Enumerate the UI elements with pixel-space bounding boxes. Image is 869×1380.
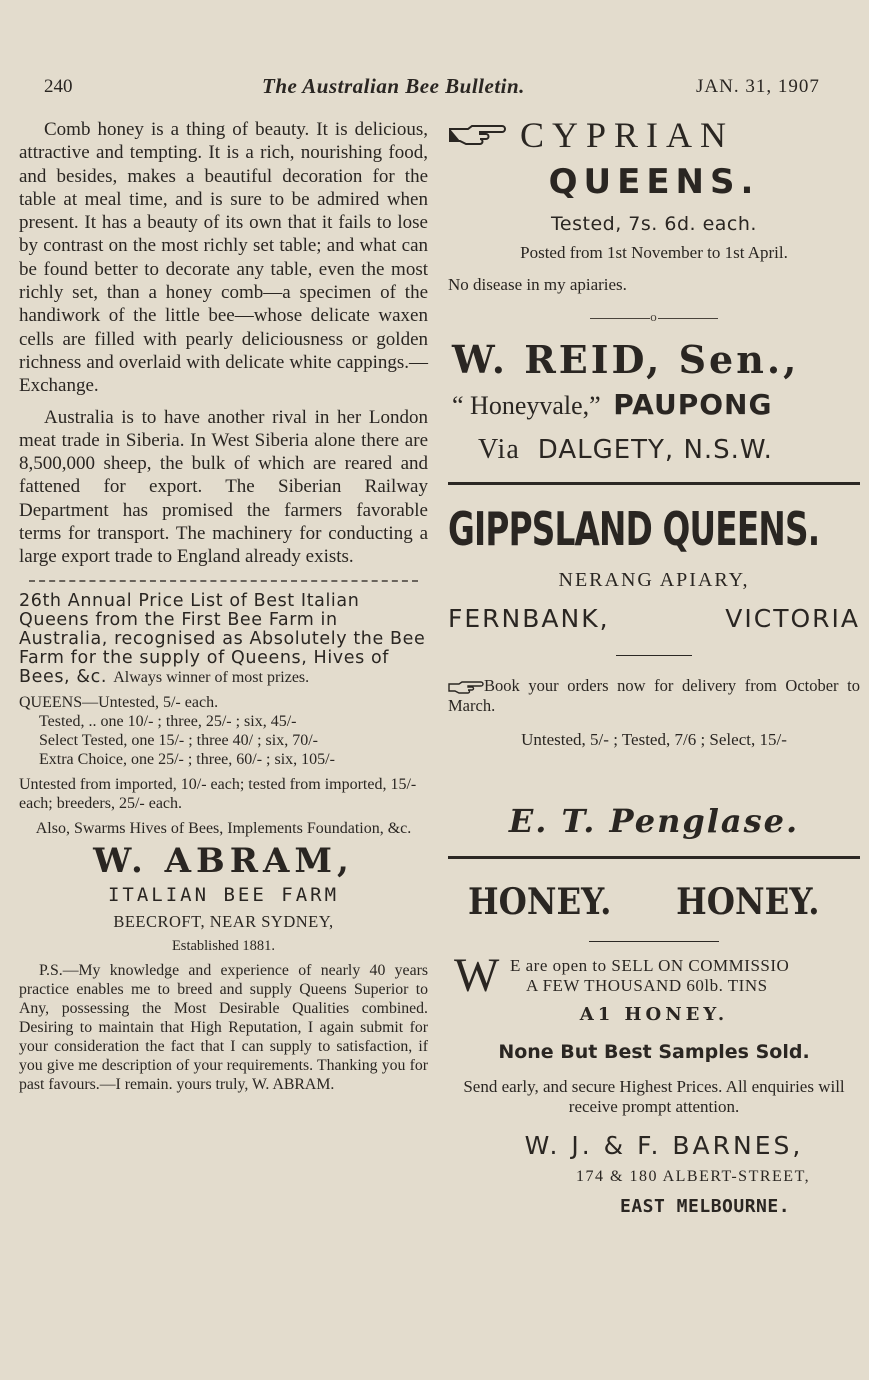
gippsland-heading: GIPPSLAND QUEENS. [448, 502, 820, 556]
penglase-signature: E. T. Penglase. [508, 802, 800, 840]
samples-note: None But Best Samples Sold. [498, 1041, 810, 1063]
price-list-note: Always winner of most prizes. [113, 668, 310, 686]
enquiries-note: Send early, and secure Highest Prices. All enquiries will receive prompt attention. [463, 1077, 845, 1116]
farm-address: BEECROFT, NEAR SYDNEY, [113, 911, 334, 931]
drop-cap: W [454, 949, 500, 1002]
pointing-hand-icon [448, 123, 508, 147]
dalgety-label: DALGETY, N.S.W. [537, 435, 773, 465]
pointing-hand-icon [448, 681, 484, 694]
siberia-paragraph: Australia is to have another rival in her London meat trade in Siberia. In West Siberia alone there are 8,500,000 sheep, the bulk of which are reared and fattened for export. The Siberian Railway Department has promised the farmers favorable terms for transport. The machinery for conducting a large export trade to England already exists. [19, 406, 428, 568]
divider [616, 655, 692, 656]
also-line: Also, Swarms Hives of Bees, Implements Foundation, &c. [35, 819, 412, 837]
booking-note [448, 676, 860, 716]
apiary-location [448, 604, 860, 633]
cyprian-heading: CYPRIAN [520, 115, 735, 155]
fernbank-label: FERNBANK, [448, 604, 610, 633]
reid-address [452, 389, 860, 422]
cyprian-advert [448, 115, 860, 466]
honeyvale-label: “ Honeyvale,” [452, 391, 601, 420]
page-header [0, 72, 869, 102]
postscript: P.S.—My knowledge and experience of nearly 40 years practice enables me to breed and supply Queens Superior to Any, possessing the Most Desirable Qualities combined. Desiring to maintain that High Reputation, I again submit for your consideration the fact that I can supply to satisfaction, if you give me description of your requirements. Thanking you for past favours.—I remain. yours truly, W. ABRAM. [19, 961, 428, 1093]
queens-heading: QUEENS. [548, 162, 760, 202]
ornament-divider: o [448, 309, 860, 325]
divider [589, 941, 719, 942]
farm-name: ITALIAN BEE FARM [107, 883, 340, 906]
barnes-street: 174 & 180 ALBERT-STREET, [576, 1168, 811, 1185]
comb-honey-paragraph: Comb honey is a thing of beauty. It is delicious, attractive and tempting. It is a rich, nourishing food, and besides, makes a beautiful decoration for the table at meal time, and is sure to be admired when present. It has a beauty of its own that it fails to lose by contrast on the most richly set table; and what can be found better to decorate any table, even the most richly set, than a honey comb—a specimen of the handiwork of the little bee—whose delicate waxen cells are filled with pearly deliciousness or golden richness and overlaid with delicate white cappings.—Exchange. [19, 119, 428, 397]
masthead: The Australian Bee Bulletin. [262, 74, 525, 98]
via-label: Via [478, 434, 520, 465]
tested-price: Tested, 7s. 6d. each. [551, 213, 757, 235]
commission-line-2: A FEW THOUSAND 60lb. TINS [526, 976, 768, 995]
reid-town [478, 434, 860, 466]
no-disease-note: No disease in my apiaries. [448, 275, 627, 294]
imported-price: Untested from imported, 10/- each; tested from imported, 15/- each; breeders, 25/- each. [19, 775, 417, 812]
posting-period: Posted from 1st November to 1st April. [520, 243, 788, 262]
tested-price: Tested, .. one 10/- ; three, 25/- ; six, 45/- [39, 712, 297, 730]
divider [448, 856, 860, 859]
commission-line-1: E are open to SELL ON COMMISSIO [510, 956, 790, 975]
barnes-advert [448, 881, 860, 1217]
select-price: Select Tested, one 15/- ; three 40/ ; six, 70/- [39, 731, 318, 749]
queens-price: QUEENS—Untested, 5/- each. [19, 693, 219, 711]
established: Established 1881. [171, 937, 276, 954]
a1-honey: A1 HONEY. [579, 1004, 729, 1025]
right-column [448, 115, 860, 1217]
abram-name: W. ABRAM, [93, 840, 354, 881]
abram-advert [19, 592, 428, 1094]
extra-price: Extra Choice, one 25/- ; three, 60/- ; six, 105/- [39, 750, 335, 768]
reid-name: W. REID, Sen., [452, 337, 800, 382]
left-column [19, 118, 428, 1094]
divider [29, 580, 418, 582]
victoria-label: VICTORIA [725, 604, 860, 633]
paupong-label: PAUPONG [613, 388, 773, 421]
apiary-name: NERANG APIARY, [558, 569, 750, 591]
page-number: 240 [44, 76, 73, 97]
gippsland-advert [448, 501, 860, 840]
gippsland-prices: Untested, 5/- ; Tested, 7/6 ; Select, 15/- [521, 730, 787, 749]
booking-text: Book your orders now for delivery from October to March. [448, 676, 860, 715]
commission-note [454, 949, 860, 1002]
issue-date: JAN. 31, 1907 [696, 76, 820, 97]
price-list-heading [19, 592, 428, 687]
barnes-name: W. J. & F. BARNES, [524, 1131, 804, 1160]
price-list-title: 26th Annual Price List of Best Italian Queens from the First Bee Farm in Australia, recognised as Absolutely the Bee Farm for the supply of Queens, Hives of Bees, &c. [19, 590, 426, 687]
honey-word-2: HONEY. [676, 881, 820, 923]
honey-word-1: HONEY. [468, 881, 612, 923]
honey-heading [468, 881, 821, 923]
barnes-suburb: EAST MELBOURNE. [620, 1196, 791, 1217]
divider [448, 482, 860, 485]
